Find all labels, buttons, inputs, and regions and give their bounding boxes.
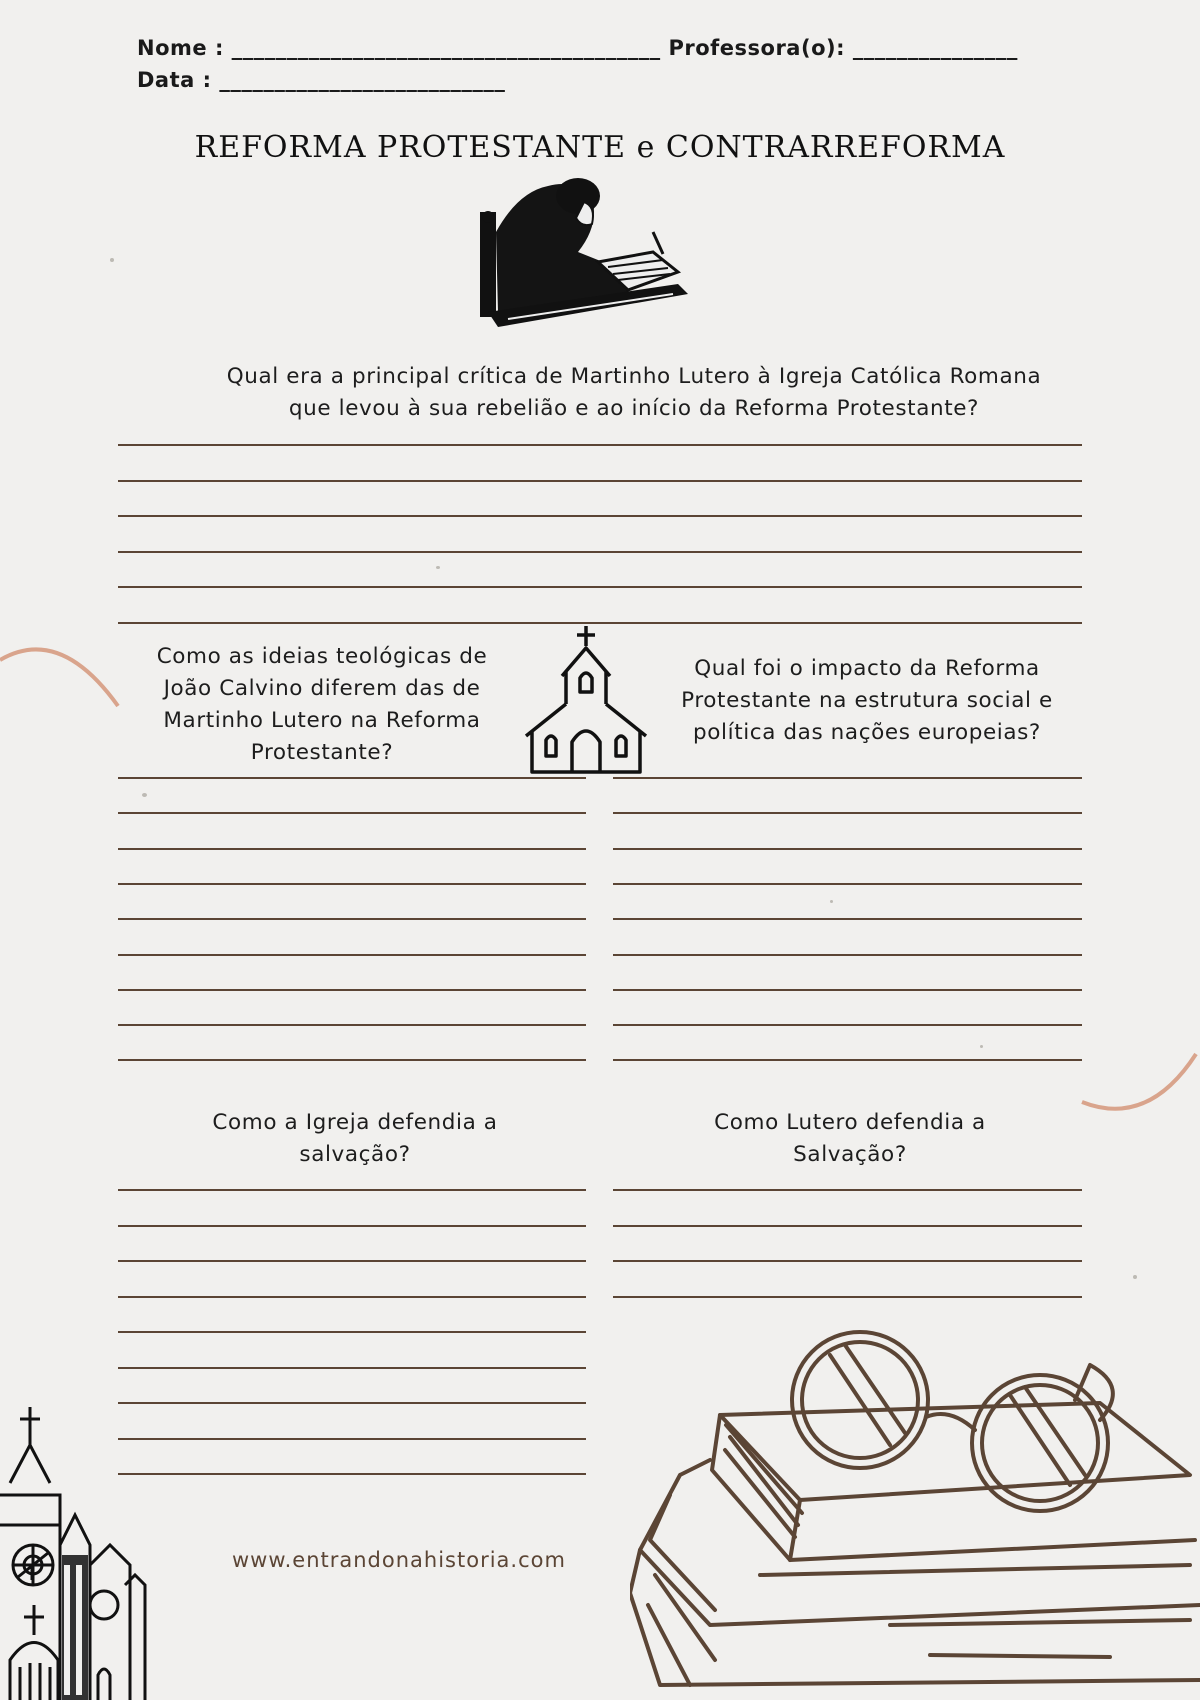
answer-line[interactable] (118, 1331, 586, 1333)
answer-line[interactable] (118, 586, 1082, 588)
answer-line[interactable] (613, 777, 1082, 779)
nome-label: Nome : (137, 36, 224, 60)
paper-speck (830, 900, 833, 903)
answer-line[interactable] (118, 1260, 586, 1262)
paper-speck (142, 793, 147, 797)
question-3: Qual foi o impacto da Reforma Protestante na estrutura social e política das nações europeias? (681, 656, 1053, 745)
question-1: Qual era a principal crítica de Martinho Lutero à Igreja Católica Romana que levou à sua rebelião e ao início da Reforma Protestante? (226, 364, 1042, 421)
answer-line[interactable] (118, 1438, 586, 1440)
answer-line[interactable] (118, 883, 586, 885)
answer-line[interactable] (613, 812, 1082, 814)
question-2: Como as ideias teológicas de João Calvino diferem das de Martinho Lutero na Reforma Protestante? (156, 644, 488, 765)
answer-line[interactable] (613, 989, 1082, 991)
paper-speck (980, 1045, 983, 1048)
answer-line[interactable] (118, 989, 586, 991)
answer-line[interactable] (118, 918, 586, 920)
answer-line[interactable] (613, 1024, 1082, 1026)
answer-line[interactable] (118, 1367, 586, 1369)
decorative-arc-right (1078, 1050, 1200, 1118)
answer-line[interactable] (118, 812, 586, 814)
answer-line[interactable] (118, 1225, 586, 1227)
answer-line[interactable] (613, 1260, 1082, 1262)
answer-line[interactable] (118, 777, 586, 779)
page-title: REFORMA PROTESTANTE e CONTRARREFORMA (194, 130, 1006, 165)
answer-line[interactable] (613, 883, 1082, 885)
answer-line[interactable] (118, 1189, 586, 1191)
answer-line[interactable] (118, 1473, 586, 1475)
answer-line[interactable] (118, 1402, 586, 1404)
cathedral-icon (0, 1405, 170, 1700)
professora-blank[interactable]: _______________ (852, 36, 1018, 60)
footer-website[interactable]: www.entrandonahistoria.com (232, 1548, 566, 1572)
paper-speck (110, 258, 114, 262)
answer-line[interactable] (118, 515, 1082, 517)
data-label: Data : (137, 68, 212, 92)
church-icon (524, 624, 648, 774)
answer-line[interactable] (613, 1189, 1082, 1191)
answer-line[interactable] (613, 1296, 1082, 1298)
professora-label: Professora(o): (668, 36, 845, 60)
paper-speck (1133, 1275, 1137, 1279)
header-row-1 (137, 36, 1018, 60)
nome-blank[interactable]: _______________________________________ (231, 36, 661, 60)
answer-line[interactable] (118, 954, 586, 956)
question-5: Como Lutero defendia a Salvação? (714, 1110, 986, 1167)
paper-speck (436, 566, 440, 569)
answer-line[interactable] (118, 1059, 586, 1061)
answer-line[interactable] (613, 918, 1082, 920)
answer-line[interactable] (613, 954, 1082, 956)
answer-line[interactable] (613, 848, 1082, 850)
monk-writing-icon (478, 172, 690, 330)
books-glasses-icon (630, 1325, 1200, 1700)
decorative-arc-left (0, 640, 125, 710)
answer-line[interactable] (118, 444, 1082, 446)
answer-line[interactable] (613, 1225, 1082, 1227)
question-4: Como a Igreja defendia a salvação? (212, 1110, 498, 1167)
data-blank[interactable]: __________________________ (219, 68, 506, 92)
answer-line[interactable] (118, 1296, 586, 1298)
answer-line[interactable] (613, 1059, 1082, 1061)
answer-line[interactable] (118, 1024, 586, 1026)
header-row-2 (137, 68, 505, 92)
answer-line[interactable] (118, 848, 586, 850)
answer-line[interactable] (118, 480, 1082, 482)
answer-line[interactable] (118, 551, 1082, 553)
